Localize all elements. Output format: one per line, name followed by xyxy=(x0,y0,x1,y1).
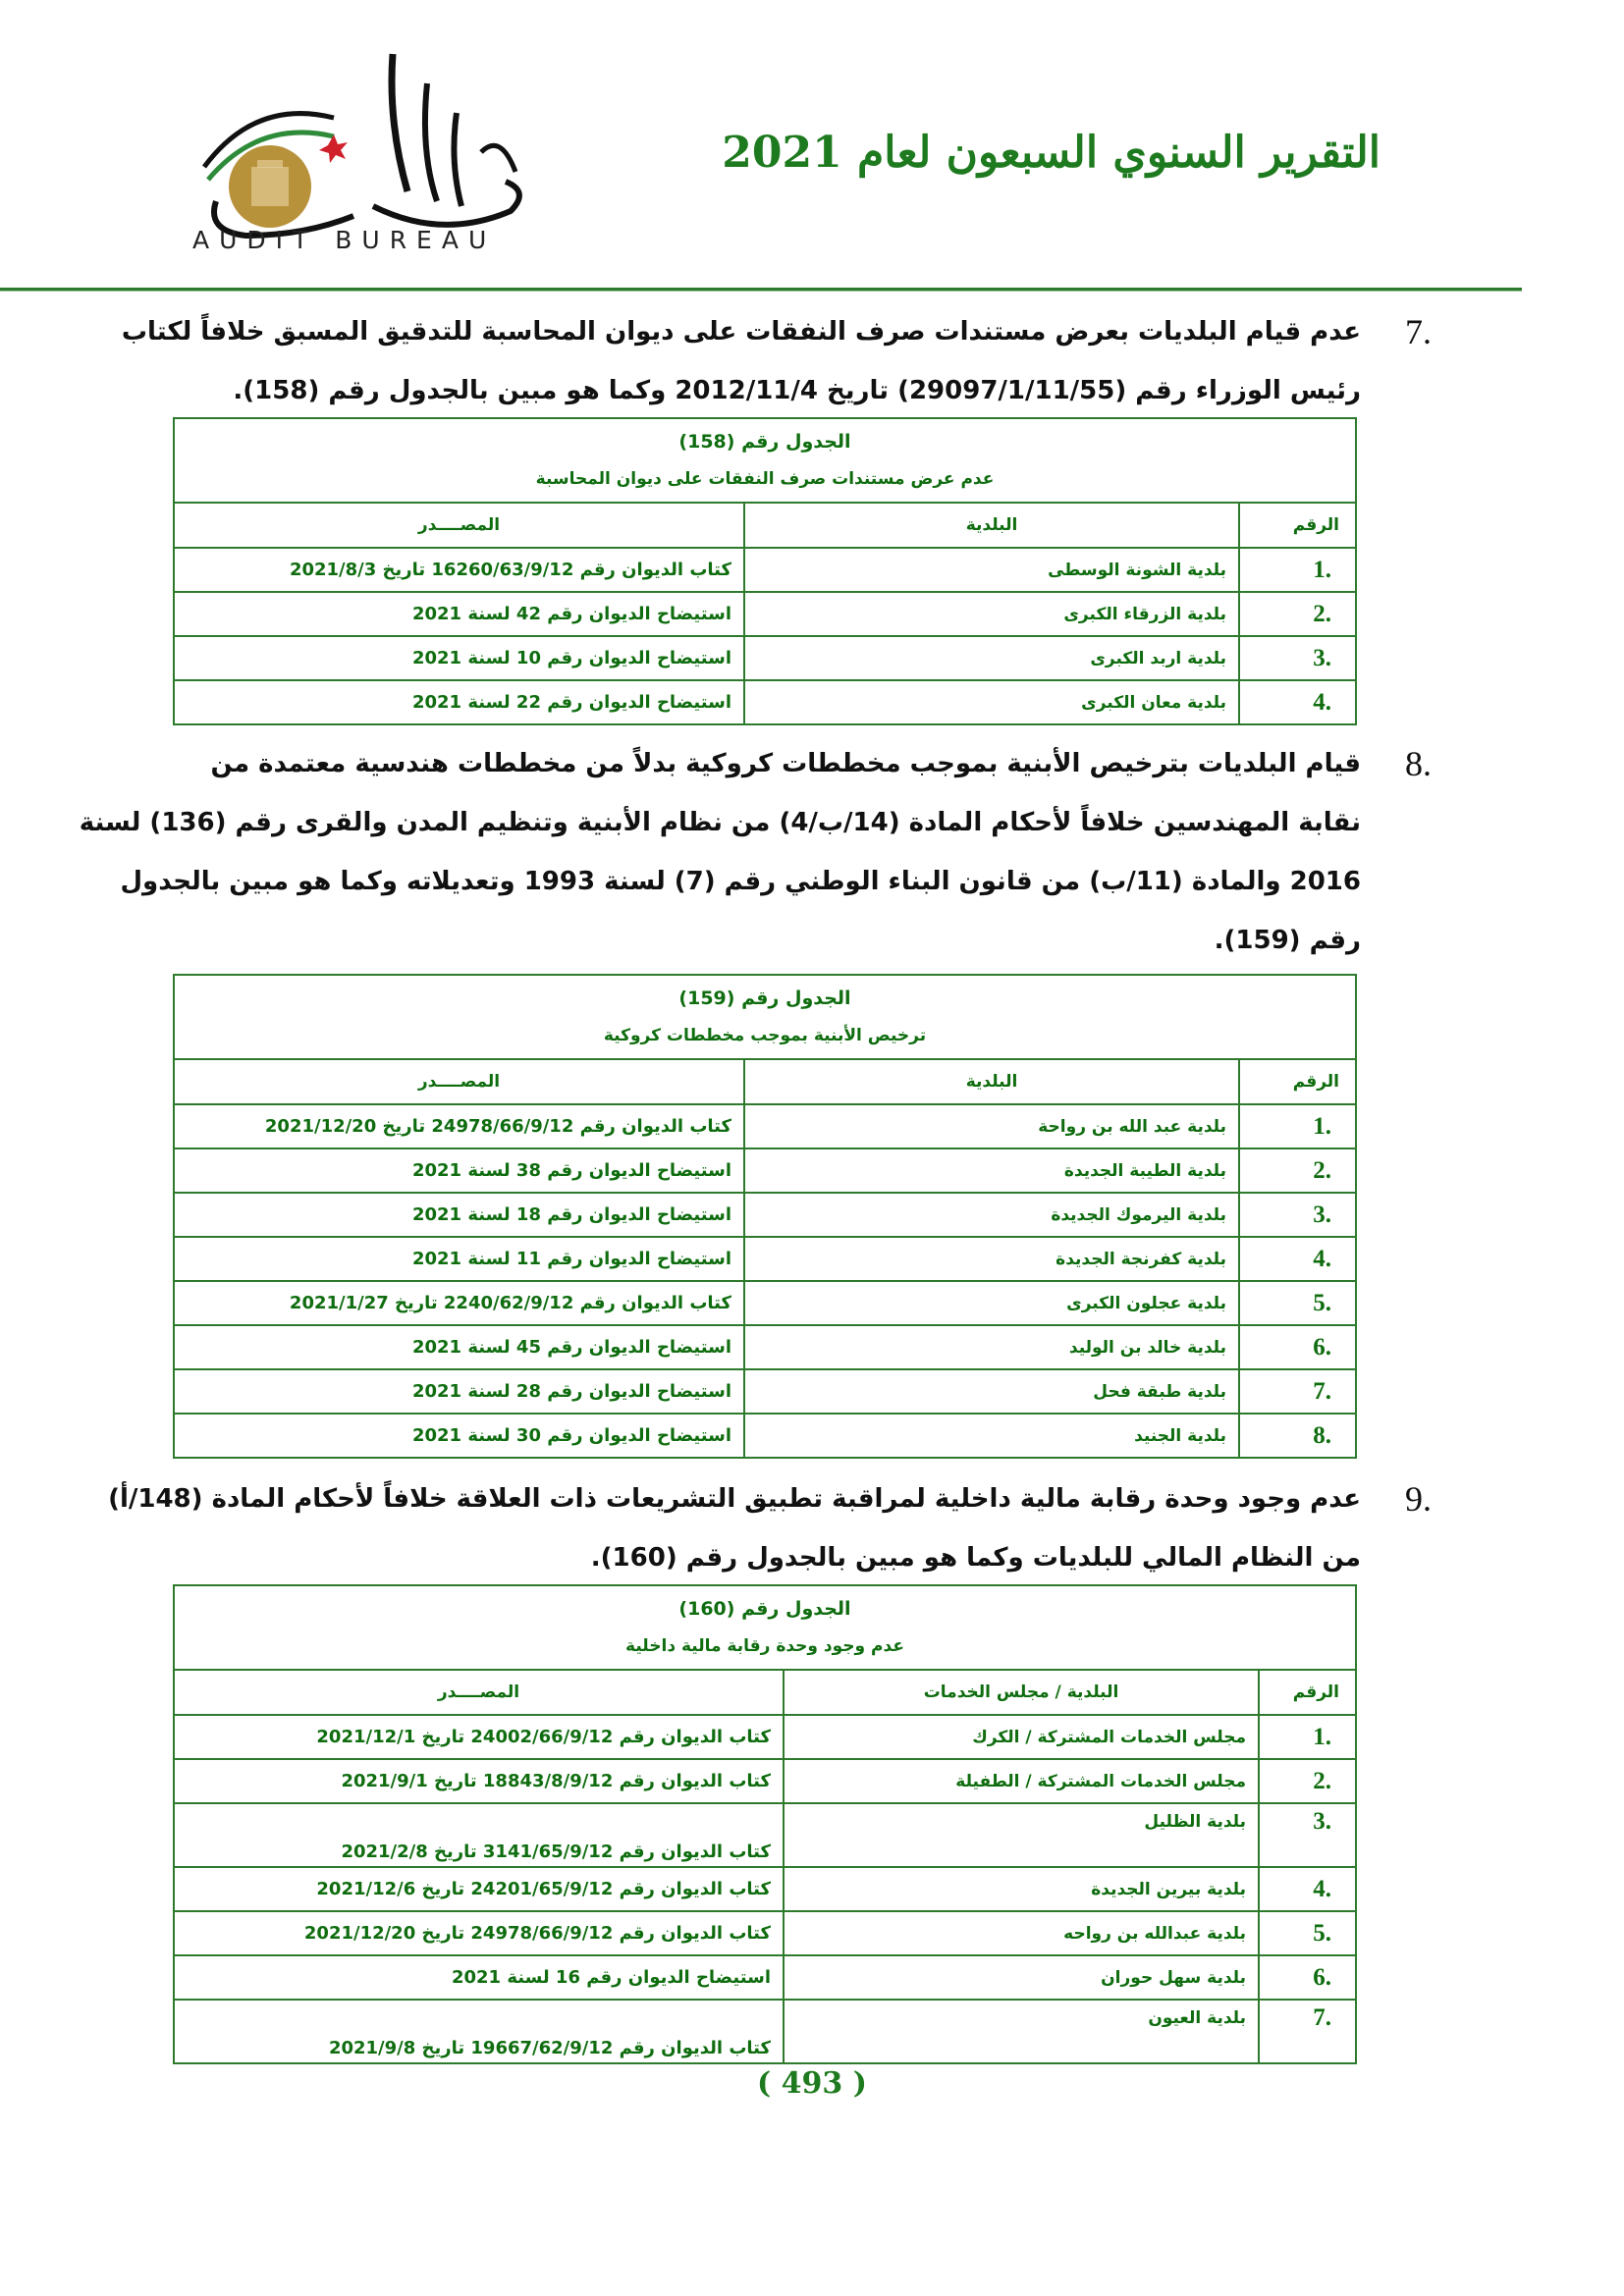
row-num: 2. xyxy=(1239,592,1356,636)
finding-9 xyxy=(108,1469,1432,1587)
page-header xyxy=(0,0,1624,294)
row-source: كتاب الديوان رقم 19667/62/9/12 تاريخ 2021/9/8 xyxy=(174,2000,784,2063)
finding-text-line: 2016 والمادة (11/ب) من قانون البناء الوطني رقم (7) لسنة 1993 وتعديلاته وكما هو مبين بالجدول xyxy=(120,867,1361,896)
row-num: 6. xyxy=(1239,1325,1356,1369)
row-source: استيضاح الديوان رقم 10 لسنة 2021 xyxy=(174,636,744,680)
col-header-num: الرقم xyxy=(1239,1059,1356,1104)
row-municipality: بلدية عبد الله بن رواحة xyxy=(744,1104,1239,1148)
table-row xyxy=(174,1237,1356,1281)
row-source: كتاب الديوان رقم 24002/66/9/12 تاريخ 2021/12/1 xyxy=(174,1715,784,1759)
row-num: 3. xyxy=(1239,636,1356,680)
row-source: استيضاح الديوان رقم 18 لسنة 2021 xyxy=(174,1193,744,1237)
table-row xyxy=(174,1369,1356,1414)
finding-8 xyxy=(79,734,1432,970)
row-municipality: بلدية سهل حوران xyxy=(784,1955,1259,2000)
row-num: 5. xyxy=(1239,1281,1356,1325)
row-source: كتاب الديوان رقم 18843/8/9/12 تاريخ 2021/9/1 xyxy=(174,1759,784,1803)
row-source: كتاب الديوان رقم 24201/65/9/12 تاريخ 2021/12/6 xyxy=(174,1867,784,1911)
col-header-num: الرقم xyxy=(1259,1670,1356,1715)
finding-number: 9. xyxy=(1405,1479,1432,1519)
col-header-num: الرقم xyxy=(1239,503,1356,548)
row-num: 3. xyxy=(1239,1193,1356,1237)
row-municipality: بلدية العيون xyxy=(784,2000,1259,2063)
row-municipality: بلدية الزرقاء الكبرى xyxy=(744,592,1239,636)
table-row xyxy=(174,680,1356,724)
table-title: الجدول رقم (158) xyxy=(678,431,851,453)
table-row xyxy=(174,1148,1356,1193)
row-municipality: بلدية كفرنجة الجديدة xyxy=(744,1237,1239,1281)
row-municipality: بلدية بيرين الجديدة xyxy=(784,1867,1259,1911)
row-source: استيضاح الديوان رقم 42 لسنة 2021 xyxy=(174,592,744,636)
row-municipality: بلدية خالد بن الوليد xyxy=(744,1325,1239,1369)
row-municipality: مجلس الخدمات المشتركة / الطفيلة xyxy=(784,1759,1259,1803)
row-municipality: بلدية الجنيد xyxy=(744,1414,1239,1458)
table-row xyxy=(174,1104,1356,1148)
page-number: ( 493 ) xyxy=(757,2066,867,2101)
finding-text-line: من النظام المالي للبلديات وكما هو مبين بالجدول رقم (160). xyxy=(590,1543,1361,1573)
row-num: 2. xyxy=(1259,1759,1356,1803)
row-source: كتاب الديوان رقم 24978/66/9/12 تاريخ 2021/12/20 xyxy=(174,1104,744,1148)
row-source: استيضاح الديوان رقم 38 لسنة 2021 xyxy=(174,1148,744,1193)
row-municipality: مجلس الخدمات المشتركة / الكرك xyxy=(784,1715,1259,1759)
row-source: كتاب الديوان رقم 16260/63/9/12 تاريخ 2021/8/3 xyxy=(174,548,744,592)
row-num: 5. xyxy=(1259,1911,1356,1955)
table-caption xyxy=(174,418,1356,503)
table-row xyxy=(174,1193,1356,1237)
col-header-source: المصــــدر xyxy=(174,1670,784,1715)
table-row xyxy=(174,1414,1356,1458)
finding-text-line: رقم (159). xyxy=(1214,926,1361,955)
row-source: استيضاح الديوان رقم 30 لسنة 2021 xyxy=(174,1414,744,1458)
finding-number: 8. xyxy=(1405,744,1432,783)
finding-number: 7. xyxy=(1405,312,1432,351)
row-municipality: بلدية الظليل xyxy=(784,1803,1259,1867)
table-row xyxy=(174,1867,1356,1911)
row-num: 4. xyxy=(1239,680,1356,724)
row-source: كتاب الديوان رقم 24978/66/9/12 تاريخ 2021/12/20 xyxy=(174,1911,784,1955)
row-source: استيضاح الديوان رقم 45 لسنة 2021 xyxy=(174,1325,744,1369)
row-num: 3. xyxy=(1259,1803,1356,1867)
table-subtitle: عدم وجود وحدة رقابة مالية داخلية xyxy=(625,1636,904,1656)
table-row xyxy=(174,1955,1356,2000)
table-row xyxy=(174,2000,1356,2063)
row-num: 8. xyxy=(1239,1414,1356,1458)
table-caption xyxy=(174,975,1356,1059)
table-subtitle: ترخيص الأبنية بموجب مخططات كروكية xyxy=(603,1026,927,1045)
col-header-municipality: البلدية / مجلس الخدمات xyxy=(784,1670,1259,1715)
table-row xyxy=(174,1803,1356,1867)
row-municipality: بلدية طبقة فحل xyxy=(744,1369,1239,1414)
row-source: كتاب الديوان رقم 3141/65/9/12 تاريخ 2021/2/8 xyxy=(174,1803,784,1867)
row-municipality: بلدية معان الكبرى xyxy=(744,680,1239,724)
row-source: استيضاح الديوان رقم 22 لسنة 2021 xyxy=(174,680,744,724)
table-159 xyxy=(173,974,1357,1459)
row-source: استيضاح الديوان رقم 16 لسنة 2021 xyxy=(174,1955,784,2000)
row-num: 4. xyxy=(1239,1237,1356,1281)
table-title: الجدول رقم (159) xyxy=(678,988,851,1009)
row-source: استيضاح الديوان رقم 28 لسنة 2021 xyxy=(174,1369,744,1414)
finding-text-line: رئيس الوزراء رقم (29097/1/11/55) تاريخ 2012/11/4 وكما هو مبين بالجدول رقم (158). xyxy=(233,376,1361,405)
table-caption xyxy=(174,1585,1356,1670)
table-row xyxy=(174,592,1356,636)
row-num: 1. xyxy=(1239,1104,1356,1148)
header-divider xyxy=(0,288,1522,292)
row-municipality: بلدية اربد الكبرى xyxy=(744,636,1239,680)
row-num: 1. xyxy=(1259,1715,1356,1759)
finding-text-line: قيام البلديات بترخيص الأبنية بموجب مخططات كروكية بدلاً من مخططات هندسية معتمدة من xyxy=(210,749,1361,778)
row-num: 7. xyxy=(1239,1369,1356,1414)
row-municipality: بلدية الشونة الوسطى xyxy=(744,548,1239,592)
table-158 xyxy=(173,417,1357,725)
col-header-source: المصــــدر xyxy=(174,1059,744,1104)
finding-text-line: عدم وجود وحدة رقابة مالية داخلية لمراقبة تطبيق التشريعات ذات العلاقة خلافاً لأحكام المادة (148/أ) xyxy=(108,1484,1361,1514)
report-title: التقرير السنوي السبعون لعام 2021 xyxy=(722,128,1380,178)
finding-7 xyxy=(121,302,1432,420)
col-header-source: المصــــدر xyxy=(174,503,744,548)
row-municipality: بلدية اليرموك الجديدة xyxy=(744,1193,1239,1237)
row-num: 1. xyxy=(1239,548,1356,592)
table-160 xyxy=(173,1584,1357,2064)
logo-text-en: AUDIT BUREAU xyxy=(192,226,497,254)
table-subtitle: عدم عرض مستندات صرف النفقات على ديوان المحاسبة xyxy=(535,469,995,489)
row-num: 7. xyxy=(1259,2000,1356,2063)
row-source: كتاب الديوان رقم 2240/62/9/12 تاريخ 2021/1/27 xyxy=(174,1281,744,1325)
col-header-municipality: البلدية xyxy=(744,1059,1239,1104)
table-row xyxy=(174,1715,1356,1759)
table-row xyxy=(174,1325,1356,1369)
table-row xyxy=(174,548,1356,592)
table-row xyxy=(174,1281,1356,1325)
table-title: الجدول رقم (160) xyxy=(678,1598,851,1620)
finding-text-line: عدم قيام البلديات بعرض مستندات صرف النفقات على ديوان المحاسبة للتدقيق المسبق خلافاً لكتاب xyxy=(121,317,1361,347)
table-row xyxy=(174,1911,1356,1955)
row-municipality: بلدية الطيبة الجديدة xyxy=(744,1148,1239,1193)
table-row xyxy=(174,1759,1356,1803)
finding-text-line: نقابة المهندسين خلافاً لأحكام المادة (14/ب/4) من نظام الأبنية وتنظيم المدن والقرى رقم (136) لسنة xyxy=(79,808,1361,837)
col-header-municipality: البلدية xyxy=(744,503,1239,548)
row-source: استيضاح الديوان رقم 11 لسنة 2021 xyxy=(174,1237,744,1281)
row-num: 6. xyxy=(1259,1955,1356,2000)
row-municipality: بلدية عبدالله بن رواحه xyxy=(784,1911,1259,1955)
row-num: 4. xyxy=(1259,1867,1356,1911)
table-row xyxy=(174,636,1356,680)
row-municipality: بلدية عجلون الكبرى xyxy=(744,1281,1239,1325)
row-num: 2. xyxy=(1239,1148,1356,1193)
